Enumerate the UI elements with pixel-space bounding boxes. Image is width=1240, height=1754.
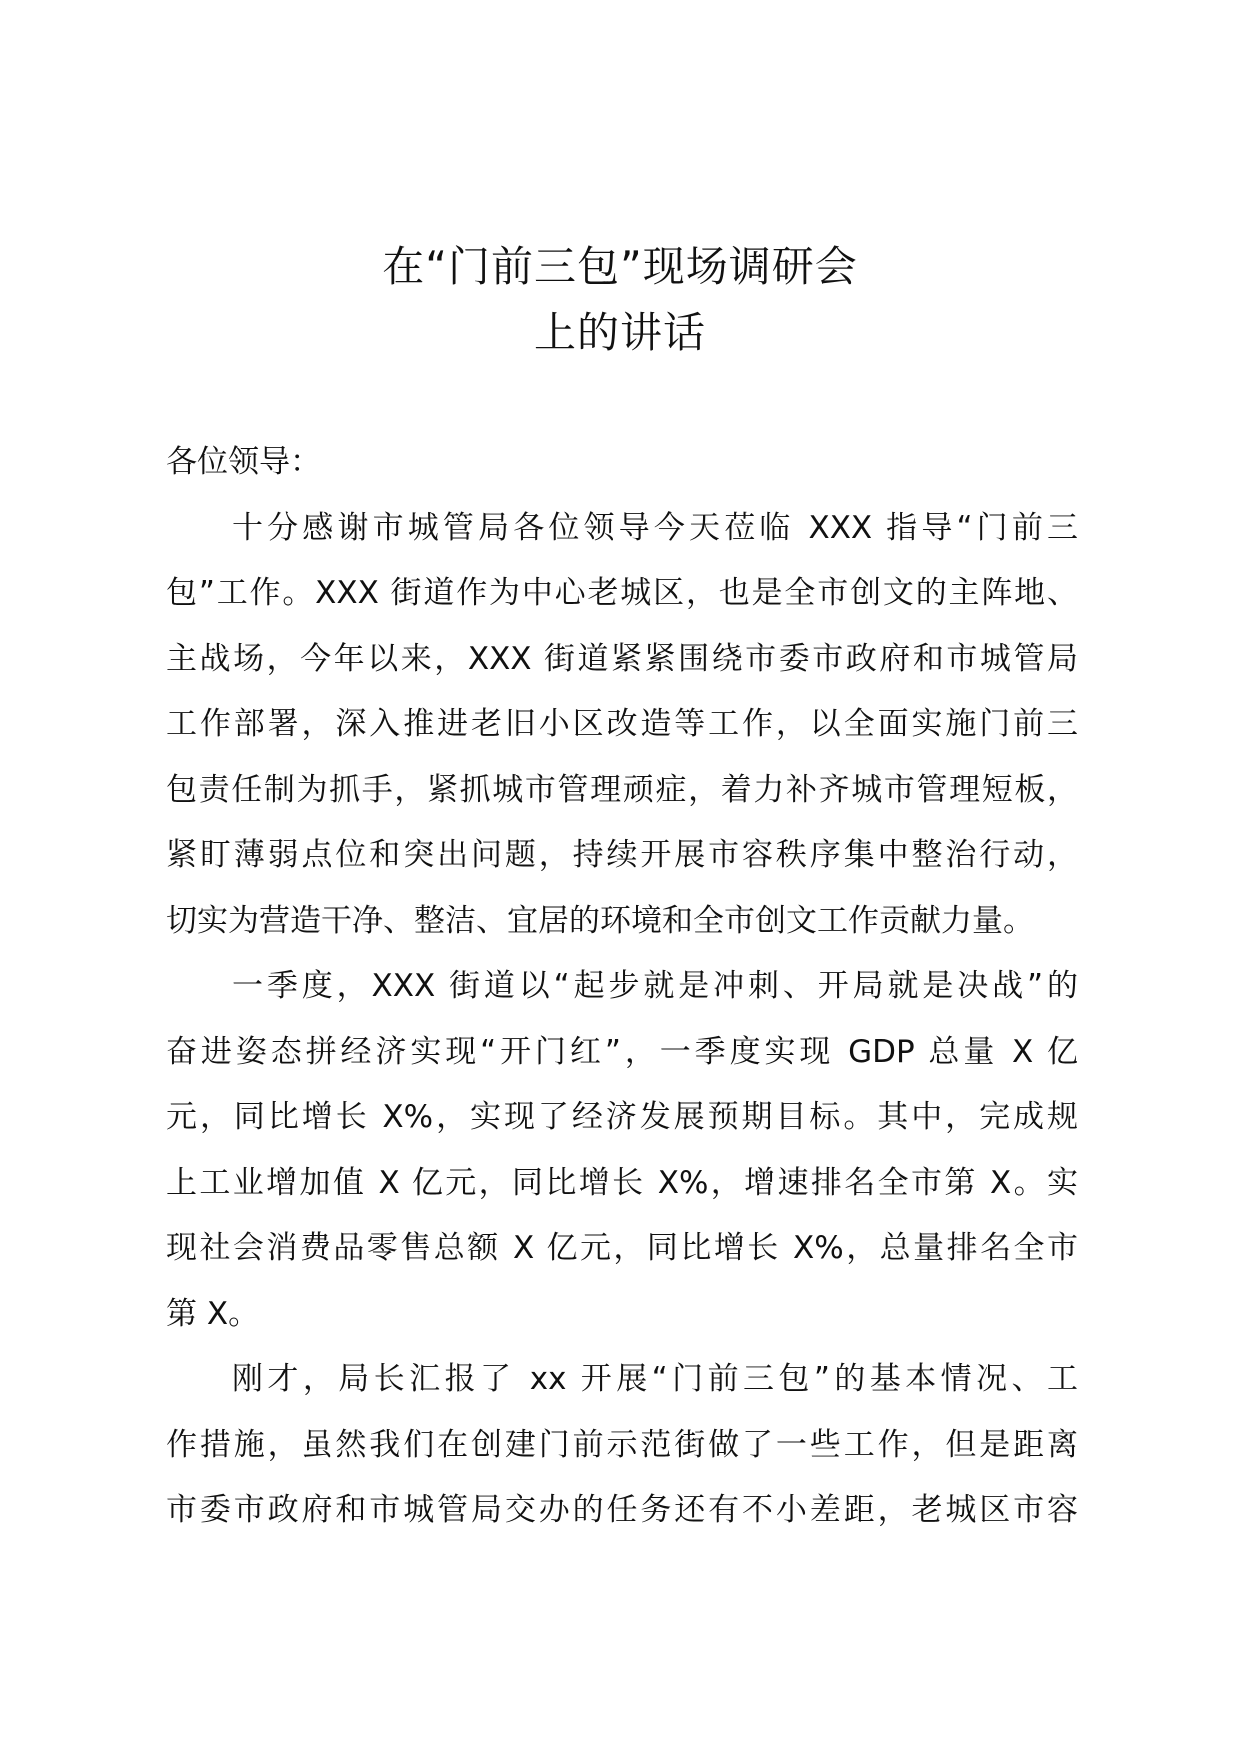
paragraph-line: 作措施，虽然我们在创建门前示范街做了一些工作，但是距离 xyxy=(166,1426,1078,1463)
paragraph-line: 包”工作。XXX 街道作为中心老城区，也是全市创文的主阵地、 xyxy=(166,575,1078,611)
paragraph-line: 现社会消费品零售总额 X 亿元，同比增长 X%，总量排名全市 xyxy=(166,1230,1078,1266)
paragraph-line: 奋进姿态拼经济实现“开门红”，一季度实现 GDP 总量 X 亿 xyxy=(166,1033,1078,1070)
paragraph-line: 紧盯薄弱点位和突出问题，持续开展市容秩序集中整治行动， xyxy=(166,837,1078,873)
salutation: 各位领导： xyxy=(166,444,321,480)
paragraph-line: 十分感谢市城管局各位领导今天莅临 XXX 指导“门前三 xyxy=(232,509,1078,546)
document-body xyxy=(166,430,1078,1544)
paragraph-3 xyxy=(166,1347,1078,1544)
title-line-2: 上的讲话 xyxy=(533,308,706,357)
paragraph-line: 主战场，今年以来，XXX 街道紧紧围绕市委市政府和市城管局 xyxy=(166,640,1078,677)
paragraph-line: 切实为营造干净、整洁、宜居的环境和全市创文工作贡献力量。 xyxy=(166,902,1034,939)
paragraph-line: 元，同比增长 X%，实现了经济发展预期目标。其中，完成规 xyxy=(166,1099,1078,1135)
paragraph-line: 工作部署，深入推进老旧小区改造等工作，以全面实施门前三 xyxy=(166,706,1078,742)
title-line-1: 在“门前三包”现场调研会 xyxy=(382,242,858,291)
paragraph-line: 刚才，局长汇报了 xx 开展“门前三包”的基本情况、工 xyxy=(232,1361,1078,1397)
paragraph-line: 一季度，XXX 街道以“起步就是冲刺、开局就是决战”的 xyxy=(232,968,1078,1004)
paragraph-line: 包责任制为抓手，紧抓城市管理顽症，着力补齐城市管理短板， xyxy=(166,771,1078,808)
paragraph-line: 市委市政府和市城管局交办的任务还有不小差距，老城区市容 xyxy=(166,1492,1078,1528)
paragraph-line: 上工业增加值 X 亿元，同比增长 X%，增速排名全市第 X。实 xyxy=(166,1164,1078,1201)
paragraph-line: 第 X。 xyxy=(166,1295,260,1332)
paragraph-1 xyxy=(166,496,1078,955)
paragraph-2 xyxy=(166,954,1078,1347)
document-title xyxy=(0,234,1240,366)
